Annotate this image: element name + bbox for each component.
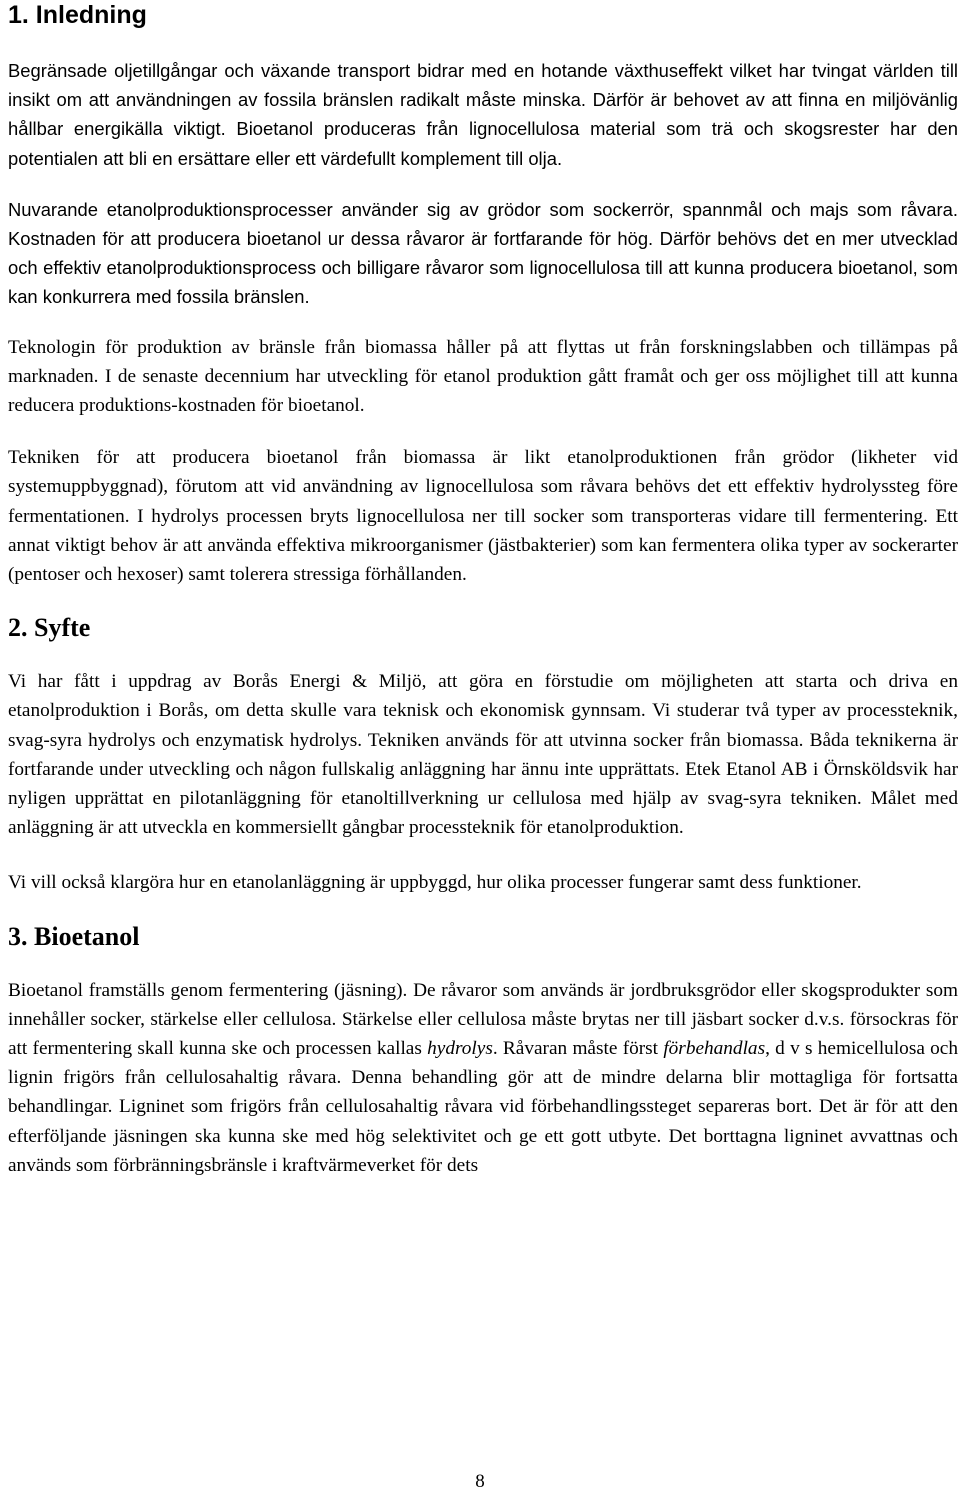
bioetanol-text-part-c: , d v s hemicellulosa och lignin frigörs från cellulosahaltig råvara. Denna behandling gör att de mindre delarna blir mottagliga för fortsatta behandlingar. Ligninet som frigörs från cellulosahaltig råvara vid förbehandlingssteget separeras bort. Det är för att den efterföljande jäsningen ska kunna ske med hög selektivitet och ge ett gott utbyte. Det borttagna ligninet avvattnas och används som förbränningsbränsle i kraftvärmeverket för dets bbox=[8, 1038, 958, 1176]
paragraph-syfte-1: Vi har fått i uppdrag av Borås Energi & Miljö, att göra en förstudie om möjligheten att starta och driva en etanolproduktion i Borås, om detta skulle vara teknisk och ekonomisk gynnsam. Vi studerar två typer av processteknik, svag-syra hydrolys och enzymatisk hydrolys. Tekniken används för att utvinna socker från biomassa. Båda teknikerna är fortfarande under utveckling och någon fullskalig anläggning har ännu inte upprättats. Etek Etanol AB i Örnsköldsvik har nyligen upprättat en pilotanläggning för etanoltillverkning ur cellulosa med hjälp av svag-syra tekniken. Målet med anläggning är att utveckla en kommersiellt gångbar processteknik för etanolproduktion. bbox=[8, 671, 958, 839]
paragraph-inledning-4: Tekniken för att producera bioetanol från biomassa är likt etanolproduktionen från grödor (likheter vid systemuppbyggnad), förutom att vid användning av lignocellulosa som råvara behövs det ett effektiv hydrolyssteg före fermentationen. I hydrolys processen bryts lignocellulosa ner till socker som transporteras vidare till fermentering. Ett annat viktigt behov är att använda effektiva mikroorganismer (jästbakterier) som kan fermentera olika typer av sockerarter (pentoser och hexoser) samt tolerera stressiga förhållanden. bbox=[8, 447, 958, 586]
paragraph-inledning-3: Teknologin för produktion av bränsle från biomassa håller på att flyttas ut från forskningslabben och tillämpas på marknaden. I de senaste decennium har utveckling för etanol produktion gått framåt och ger oss möjlighet till att kunna reducera produktions-kostnaden för bioetanol. bbox=[8, 336, 958, 417]
term-forbehandlas: förbehandlas bbox=[663, 1038, 766, 1060]
page-number: 8 bbox=[475, 1471, 485, 1492]
paragraph-bioetanol-1 bbox=[8, 976, 958, 1180]
heading-inledning: 1. Inledning bbox=[8, 1, 147, 29]
paragraph-inledning-1: Begränsade oljetillgångar och växande transport bidrar med en hotande växthuseffekt vilket har tvingat världen till insikt om att användningen av fossila bränslen radikalt måste minska. Därför är behovet av att finna en miljövänlig hållbar energikälla viktigt. Bioetanol produceras från lignocellulosa material som trä och skogsrester har den potentialen att bli en ersättare eller ett värdefullt komplement till olja. bbox=[8, 60, 958, 169]
heading-syfte: 2. Syfte bbox=[8, 613, 91, 643]
bioetanol-text-part-a: Bioetanol framställs genom fermentering (jäsning). De råvaror som används är jordbruksgrödor eller skogsprodukter som innehåller socker, stärkelse eller cellulosa. Stärkelse eller cellulosa måste brytas ner till jäsbart socker d.v.s. försockras för att fermentering skall kunna ske och processen kallas bbox=[8, 979, 958, 1060]
paragraph-syfte-2: Vi vill också klargöra hur en etanolanläggning är uppbyggd, hur olika processer fungerar samt dess funktioner. bbox=[8, 872, 862, 894]
document-page bbox=[8, 0, 958, 1180]
paragraph-inledning-2: Nuvarande etanolproduktionsprocesser använder sig av grödor som sockerrör, spannmål och majs som råvara. Kostnaden för att producera bioetanol ur dessa råvaror är fortfarande för hög. Därför behövs det en mer utvecklad och effektiv etanolproduktionsprocess och billigare råvaror som lignocellulosa till att kunna producera bioetanol, som kan konkurrera med fossila bränslen. bbox=[8, 198, 958, 308]
term-hydrolys: hydrolys bbox=[427, 1038, 493, 1060]
heading-bioetanol: 3. Bioetanol bbox=[8, 921, 140, 951]
bioetanol-text-part-b: . Råvaran måste först bbox=[492, 1038, 664, 1060]
